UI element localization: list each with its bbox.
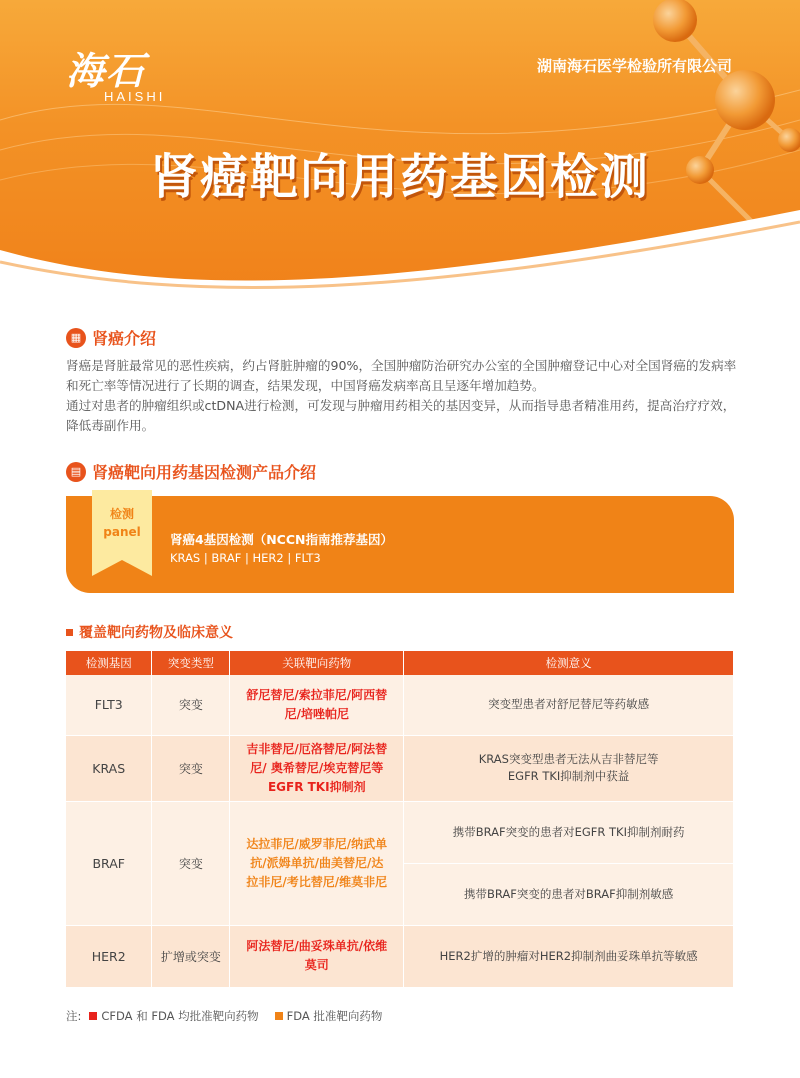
- significance-cell: HER2扩增的肿瘤对HER2抑制剂曲妥珠单抗等敏感: [404, 925, 734, 987]
- drug-table: [66, 651, 734, 988]
- type-cell: 突变: [152, 735, 230, 801]
- intro-paragraph: 通过对患者的肿瘤组织或ctDNA进行检测，可发现与肿瘤用药相关的基因变异，从而指导患者精准用药，提高治疗疗效，降低毒副作用。: [66, 398, 736, 433]
- logo-text: 海石: [66, 48, 147, 93]
- column-header: 关联靶向药物: [230, 651, 404, 675]
- table-header: [66, 651, 734, 675]
- drug-cell: 达拉菲尼/威罗菲尼/纳武单抗/派姆单抗/曲美替尼/达拉非尼/考比替尼/维莫非尼: [230, 801, 404, 925]
- significance-cell: 突变型患者对舒尼替尼等药敏感: [404, 675, 734, 735]
- panel-genes: KRAS | BRAF | HER2 | FLT3: [170, 551, 321, 565]
- table-row: [66, 735, 734, 801]
- cfda-swatch: [89, 1012, 97, 1020]
- panel-ribbon: [92, 490, 152, 576]
- table-row: [66, 801, 734, 863]
- ribbon-line-1: 检测: [109, 507, 135, 521]
- square-bullet-icon: [66, 629, 73, 636]
- product-panel: [66, 496, 734, 593]
- type-cell: 扩增或突变: [152, 925, 230, 987]
- intro-heading-text: 肾癌介绍: [92, 329, 157, 348]
- type-cell: 突变: [152, 675, 230, 735]
- drug-cell: 阿法替尼/曲妥珠单抗/依维莫司: [230, 925, 404, 987]
- intro-heading: [66, 326, 156, 349]
- cfda-legend: CFDA 和 FDA 均批准靶向药物: [101, 1009, 259, 1023]
- grid-icon: ▦: [66, 328, 86, 348]
- header-banner: [0, 0, 800, 315]
- fda-swatch: [275, 1012, 283, 1020]
- intro-text: [66, 356, 744, 436]
- column-header: 检测意义: [404, 651, 734, 675]
- gene-cell: FLT3: [66, 675, 152, 735]
- column-header: 突变类型: [152, 651, 230, 675]
- significance-cell: 携带BRAF突变的患者对EGFR TKI抑制剂耐药: [404, 801, 734, 863]
- table-row: [66, 925, 734, 987]
- product-heading: [66, 460, 316, 483]
- table-legend: [66, 1008, 382, 1024]
- panel-title: 肾癌4基因检测（NCCN指南推荐基因）: [170, 532, 393, 547]
- intro-paragraph: 肾癌是肾脏最常见的恶性疾病，约占肾脏肿瘤的90%，全国肿瘤防治研究办公室的全国肿瘤登记中心对全国肾癌的发病率和死亡率等情况进行了长期的调查，结果发现，中国肾癌发病率高且呈逐年增加趋势。: [66, 358, 737, 393]
- gene-cell: HER2: [66, 925, 152, 987]
- fda-legend: FDA 批准靶向药物: [286, 1009, 383, 1023]
- note-prefix: 注:: [66, 1009, 82, 1023]
- ribbon-line-2: panel: [103, 525, 141, 539]
- logo: [66, 40, 165, 104]
- gene-cell: BRAF: [66, 801, 152, 925]
- significance-cell: 携带BRAF突变的患者对BRAF抑制剂敏感: [404, 863, 734, 925]
- gene-cell: KRAS: [66, 735, 152, 801]
- table-row: [66, 675, 734, 735]
- significance-cell: KRAS突变型患者无法从吉非替尼等EGFR TKI抑制剂中获益: [404, 735, 734, 801]
- drug-cell: 吉非替尼/厄洛替尼/阿法替尼/ 奥希替尼/埃克替尼等EGFR TKI抑制剂: [230, 735, 404, 801]
- page-title: 肾癌靶向用药基因检测: [149, 149, 650, 205]
- document-icon: ▤: [66, 462, 86, 482]
- type-cell: 突变: [152, 801, 230, 925]
- drug-cell: 舒尼替尼/索拉菲尼/阿西替尼/培唑帕尼: [230, 675, 404, 735]
- product-heading-text: 肾癌靶向用药基因检测产品介绍: [92, 463, 317, 482]
- column-header: 检测基因: [66, 651, 152, 675]
- logo-subtext: HAISHI: [104, 89, 166, 104]
- drug-heading-text: 覆盖靶向药物及临床意义: [79, 625, 233, 641]
- company-name: 湖南海石医学检验所有限公司: [536, 57, 732, 75]
- drug-heading: [66, 622, 233, 642]
